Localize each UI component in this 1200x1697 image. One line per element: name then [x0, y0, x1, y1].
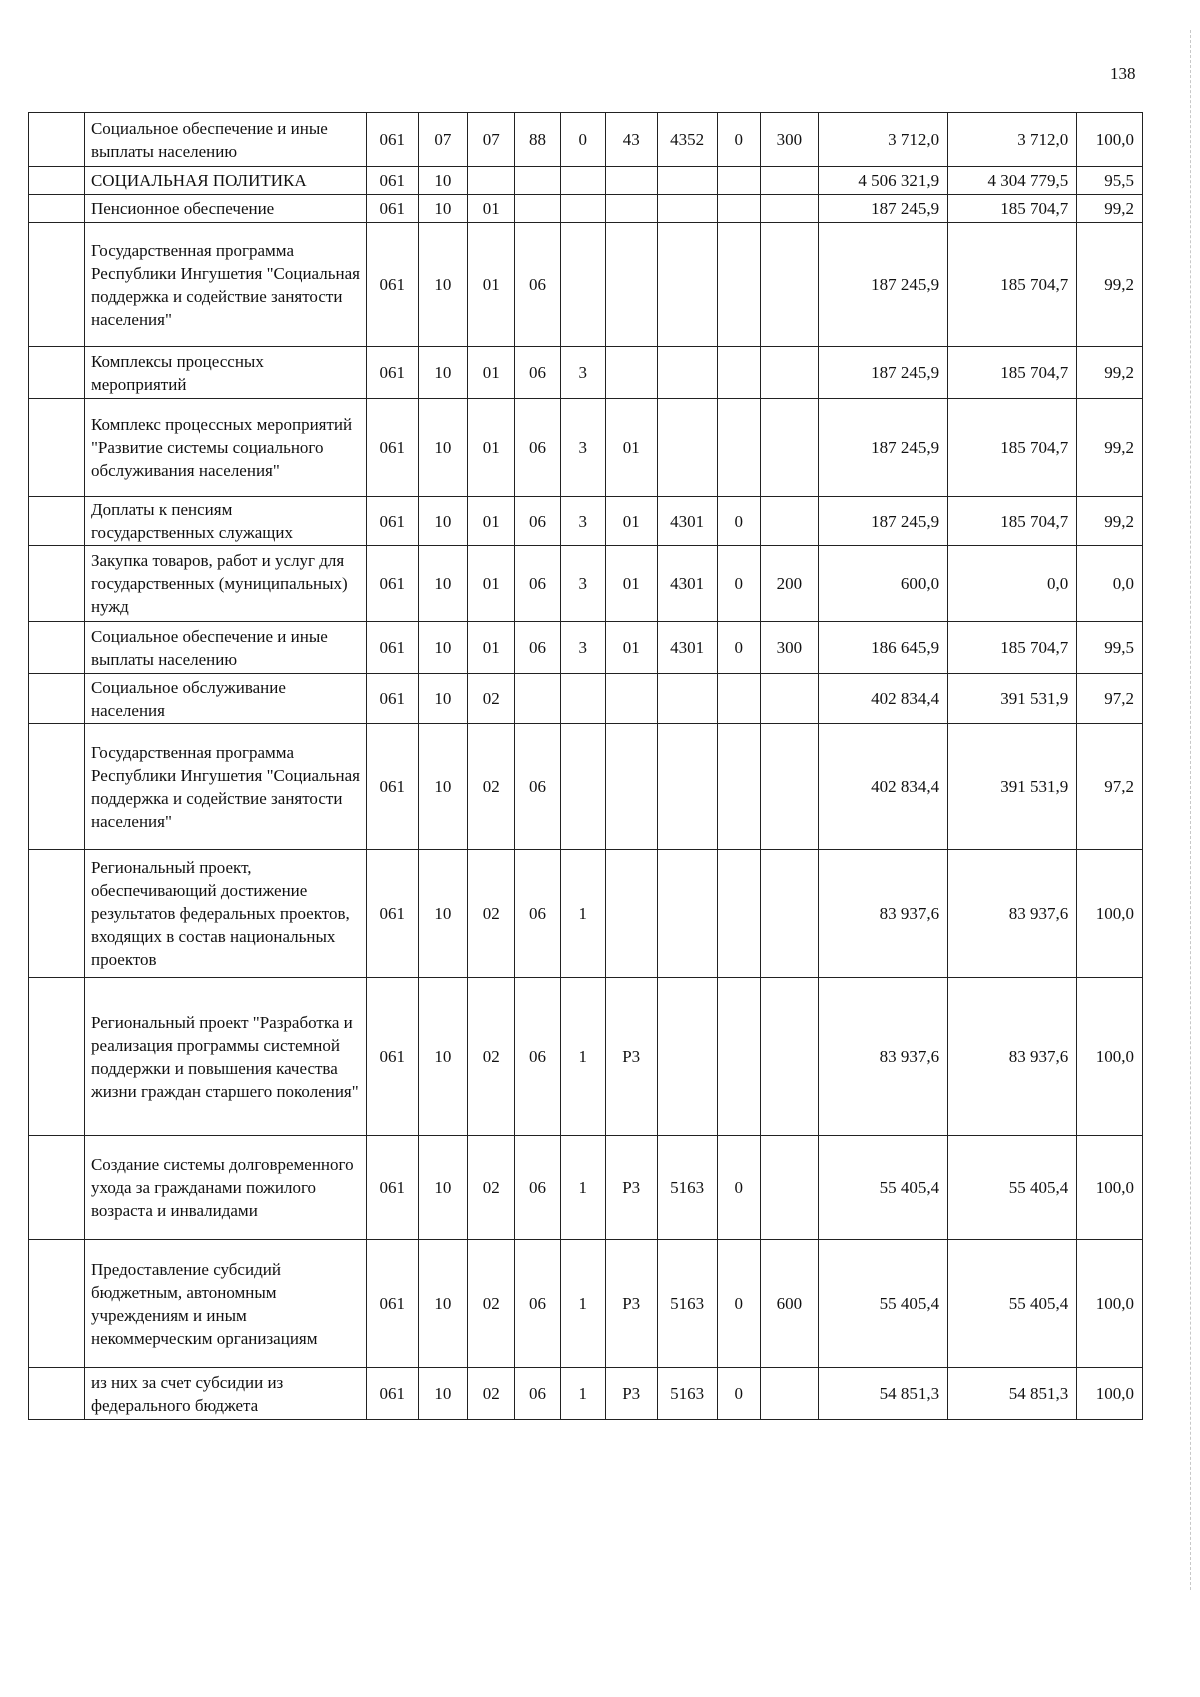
code-section-cell: 10	[418, 167, 468, 195]
code-event-cell	[605, 347, 657, 399]
plan-amount-cell: 402 834,4	[818, 724, 947, 850]
code-section-cell: 10	[418, 850, 468, 978]
row-blank-cell	[29, 113, 85, 167]
code-section-cell: 10	[418, 724, 468, 850]
code-extra-cell: 0	[717, 1136, 760, 1240]
table-row	[29, 978, 1143, 1136]
code-event-cell: P3	[605, 978, 657, 1136]
code-subsection-cell: 02	[468, 1240, 515, 1368]
code-expense-type-cell	[760, 167, 818, 195]
code-ministry-cell: 061	[366, 167, 418, 195]
margin-dashed-line	[1190, 30, 1191, 1590]
plan-amount-cell: 83 937,6	[818, 978, 947, 1136]
code-direction-cell	[657, 674, 717, 724]
plan-amount-cell: 55 405,4	[818, 1240, 947, 1368]
code-subprogram-cell: 3	[560, 399, 605, 497]
code-direction-cell	[657, 347, 717, 399]
table-row	[29, 1240, 1143, 1368]
row-name-cell: СОЦИАЛЬНАЯ ПОЛИТИКА	[84, 167, 366, 195]
fact-amount-cell: 83 937,6	[948, 850, 1077, 978]
table-row	[29, 850, 1143, 978]
table-row	[29, 546, 1143, 622]
code-ministry-cell: 061	[366, 347, 418, 399]
table-row	[29, 497, 1143, 546]
row-name-cell: Комплексы процессных мероприятий	[84, 347, 366, 399]
code-section-cell: 10	[418, 1240, 468, 1368]
fact-amount-cell: 185 704,7	[948, 497, 1077, 546]
table-row	[29, 113, 1143, 167]
code-program-cell: 06	[515, 546, 560, 622]
code-extra-cell	[717, 223, 760, 347]
code-program-cell: 06	[515, 223, 560, 347]
code-expense-type-cell	[760, 1368, 818, 1420]
table-row	[29, 622, 1143, 674]
budget-table	[28, 112, 1143, 1420]
code-section-cell: 10	[418, 223, 468, 347]
code-extra-cell	[717, 347, 760, 399]
code-section-cell: 10	[418, 1368, 468, 1420]
code-ministry-cell: 061	[366, 399, 418, 497]
table-body	[29, 113, 1143, 1420]
code-subsection-cell: 01	[468, 497, 515, 546]
code-expense-type-cell	[760, 399, 818, 497]
code-extra-cell	[717, 167, 760, 195]
code-subsection-cell: 02	[468, 724, 515, 850]
table-row	[29, 674, 1143, 724]
code-section-cell: 10	[418, 622, 468, 674]
fact-amount-cell: 54 851,3	[948, 1368, 1077, 1420]
percent-cell: 100,0	[1077, 978, 1143, 1136]
code-expense-type-cell	[760, 724, 818, 850]
row-blank-cell	[29, 978, 85, 1136]
percent-cell: 100,0	[1077, 113, 1143, 167]
code-event-cell	[605, 850, 657, 978]
code-subprogram-cell	[560, 674, 605, 724]
code-expense-type-cell	[760, 195, 818, 223]
code-subsection-cell: 02	[468, 1136, 515, 1240]
row-blank-cell	[29, 546, 85, 622]
code-extra-cell	[717, 674, 760, 724]
row-name-cell: Создание системы долговременного ухода за гражданами пожилого возраста и инвалидами	[84, 1136, 366, 1240]
code-expense-type-cell	[760, 497, 818, 546]
code-subprogram-cell: 1	[560, 850, 605, 978]
code-extra-cell	[717, 724, 760, 850]
fact-amount-cell: 185 704,7	[948, 399, 1077, 497]
code-expense-type-cell: 200	[760, 546, 818, 622]
percent-cell: 95,5	[1077, 167, 1143, 195]
fact-amount-cell: 55 405,4	[948, 1240, 1077, 1368]
code-expense-type-cell	[760, 347, 818, 399]
row-name-cell: Доплаты к пенсиям государственных служащих	[84, 497, 366, 546]
code-program-cell: 06	[515, 724, 560, 850]
code-ministry-cell: 061	[366, 674, 418, 724]
code-extra-cell: 0	[717, 622, 760, 674]
row-blank-cell	[29, 850, 85, 978]
code-subsection-cell: 01	[468, 546, 515, 622]
page-number: 138	[1110, 64, 1136, 83]
code-subsection-cell: 02	[468, 674, 515, 724]
row-name-cell: Комплекс процессных мероприятий "Развитие системы социального обслуживания населения"	[84, 399, 366, 497]
code-direction-cell	[657, 167, 717, 195]
code-extra-cell	[717, 850, 760, 978]
percent-cell: 99,5	[1077, 622, 1143, 674]
code-subprogram-cell: 3	[560, 347, 605, 399]
code-extra-cell	[717, 978, 760, 1136]
code-expense-type-cell	[760, 223, 818, 347]
row-name-cell: Предоставление субсидий бюджетным, автономным учреждениям и иным некоммерческим организациям	[84, 1240, 366, 1368]
code-program-cell: 88	[515, 113, 560, 167]
code-ministry-cell: 061	[366, 978, 418, 1136]
row-name-cell: Региональный проект, обеспечивающий достижение результатов федеральных проектов, входящих в состав национальных проектов	[84, 850, 366, 978]
row-name-cell: Региональный проект "Разработка и реализация программы системной поддержки и повышения качества жизни граждан старшего поколения"	[84, 978, 366, 1136]
row-name-cell: Закупка товаров, работ и услуг для государственных (муниципальных) нужд	[84, 546, 366, 622]
code-program-cell	[515, 195, 560, 223]
code-direction-cell: 4352	[657, 113, 717, 167]
code-ministry-cell: 061	[366, 223, 418, 347]
code-subprogram-cell: 0	[560, 113, 605, 167]
percent-cell: 100,0	[1077, 1368, 1143, 1420]
code-event-cell	[605, 195, 657, 223]
row-blank-cell	[29, 347, 85, 399]
row-blank-cell	[29, 622, 85, 674]
code-ministry-cell: 061	[366, 195, 418, 223]
code-ministry-cell: 061	[366, 113, 418, 167]
percent-cell: 99,2	[1077, 399, 1143, 497]
row-name-cell: Социальное обслуживание населения	[84, 674, 366, 724]
code-subsection-cell: 01	[468, 195, 515, 223]
row-blank-cell	[29, 497, 85, 546]
fact-amount-cell: 391 531,9	[948, 724, 1077, 850]
row-blank-cell	[29, 1136, 85, 1240]
code-direction-cell: 5163	[657, 1240, 717, 1368]
code-section-cell: 10	[418, 497, 468, 546]
table-row	[29, 195, 1143, 223]
code-subprogram-cell: 3	[560, 622, 605, 674]
code-subprogram-cell: 3	[560, 546, 605, 622]
row-blank-cell	[29, 1368, 85, 1420]
code-section-cell: 10	[418, 674, 468, 724]
code-expense-type-cell: 300	[760, 113, 818, 167]
percent-cell: 99,2	[1077, 497, 1143, 546]
code-section-cell: 10	[418, 347, 468, 399]
fact-amount-cell: 55 405,4	[948, 1136, 1077, 1240]
code-section-cell: 10	[418, 399, 468, 497]
code-program-cell	[515, 167, 560, 195]
plan-amount-cell: 402 834,4	[818, 674, 947, 724]
table-row	[29, 724, 1143, 850]
code-event-cell: P3	[605, 1136, 657, 1240]
row-name-cell: Социальное обеспечение и иные выплаты населению	[84, 113, 366, 167]
code-program-cell	[515, 674, 560, 724]
fact-amount-cell: 3 712,0	[948, 113, 1077, 167]
code-expense-type-cell: 600	[760, 1240, 818, 1368]
code-direction-cell: 4301	[657, 622, 717, 674]
table-row	[29, 347, 1143, 399]
percent-cell: 99,2	[1077, 347, 1143, 399]
code-subprogram-cell	[560, 167, 605, 195]
code-extra-cell: 0	[717, 1368, 760, 1420]
code-extra-cell	[717, 399, 760, 497]
fact-amount-cell: 185 704,7	[948, 223, 1077, 347]
code-event-cell: 01	[605, 546, 657, 622]
plan-amount-cell: 600,0	[818, 546, 947, 622]
code-direction-cell: 4301	[657, 546, 717, 622]
code-program-cell: 06	[515, 1136, 560, 1240]
row-name-cell: Социальное обеспечение и иные выплаты населению	[84, 622, 366, 674]
code-subsection-cell: 02	[468, 850, 515, 978]
code-program-cell: 06	[515, 1240, 560, 1368]
code-subsection-cell	[468, 167, 515, 195]
code-ministry-cell: 061	[366, 1368, 418, 1420]
code-expense-type-cell	[760, 674, 818, 724]
code-event-cell: P3	[605, 1368, 657, 1420]
code-subsection-cell: 01	[468, 399, 515, 497]
plan-amount-cell: 186 645,9	[818, 622, 947, 674]
table-row	[29, 1136, 1143, 1240]
code-direction-cell: 5163	[657, 1368, 717, 1420]
code-extra-cell: 0	[717, 497, 760, 546]
row-blank-cell	[29, 674, 85, 724]
code-ministry-cell: 061	[366, 546, 418, 622]
code-section-cell: 10	[418, 1136, 468, 1240]
code-subsection-cell: 01	[468, 347, 515, 399]
code-expense-type-cell: 300	[760, 622, 818, 674]
code-subprogram-cell: 3	[560, 497, 605, 546]
code-ministry-cell: 061	[366, 622, 418, 674]
code-event-cell: P3	[605, 1240, 657, 1368]
table-row	[29, 399, 1143, 497]
plan-amount-cell: 187 245,9	[818, 497, 947, 546]
code-direction-cell	[657, 399, 717, 497]
code-extra-cell: 0	[717, 1240, 760, 1368]
plan-amount-cell: 187 245,9	[818, 223, 947, 347]
table-row	[29, 223, 1143, 347]
code-extra-cell	[717, 195, 760, 223]
code-program-cell: 06	[515, 399, 560, 497]
code-event-cell: 01	[605, 399, 657, 497]
code-program-cell: 06	[515, 347, 560, 399]
code-subprogram-cell: 1	[560, 978, 605, 1136]
code-direction-cell	[657, 195, 717, 223]
row-name-cell: Государственная программа Республики Ингушетия "Социальная поддержка и содействие занятости населения"	[84, 724, 366, 850]
code-program-cell: 06	[515, 497, 560, 546]
plan-amount-cell: 187 245,9	[818, 347, 947, 399]
percent-cell: 99,2	[1077, 195, 1143, 223]
code-ministry-cell: 061	[366, 1136, 418, 1240]
code-extra-cell: 0	[717, 113, 760, 167]
plan-amount-cell: 187 245,9	[818, 195, 947, 223]
code-direction-cell: 5163	[657, 1136, 717, 1240]
code-subprogram-cell	[560, 223, 605, 347]
row-name-cell: Государственная программа Республики Ингушетия "Социальная поддержка и содействие занятости населения"	[84, 223, 366, 347]
row-blank-cell	[29, 724, 85, 850]
table-row	[29, 167, 1143, 195]
fact-amount-cell: 0,0	[948, 546, 1077, 622]
code-direction-cell	[657, 724, 717, 850]
code-subprogram-cell: 1	[560, 1240, 605, 1368]
row-blank-cell	[29, 223, 85, 347]
code-subprogram-cell: 1	[560, 1368, 605, 1420]
code-expense-type-cell	[760, 1136, 818, 1240]
code-subprogram-cell	[560, 724, 605, 850]
fact-amount-cell: 391 531,9	[948, 674, 1077, 724]
plan-amount-cell: 55 405,4	[818, 1136, 947, 1240]
code-event-cell	[605, 674, 657, 724]
code-event-cell: 43	[605, 113, 657, 167]
code-event-cell	[605, 167, 657, 195]
plan-amount-cell: 83 937,6	[818, 850, 947, 978]
code-event-cell	[605, 724, 657, 850]
code-expense-type-cell	[760, 850, 818, 978]
code-direction-cell	[657, 223, 717, 347]
code-subprogram-cell	[560, 195, 605, 223]
code-subsection-cell: 02	[468, 1368, 515, 1420]
row-blank-cell	[29, 1240, 85, 1368]
percent-cell: 0,0	[1077, 546, 1143, 622]
code-ministry-cell: 061	[366, 497, 418, 546]
code-ministry-cell: 061	[366, 850, 418, 978]
code-section-cell: 10	[418, 978, 468, 1136]
code-ministry-cell: 061	[366, 724, 418, 850]
fact-amount-cell: 185 704,7	[948, 347, 1077, 399]
code-program-cell: 06	[515, 622, 560, 674]
row-blank-cell	[29, 167, 85, 195]
code-section-cell: 10	[418, 546, 468, 622]
code-direction-cell	[657, 850, 717, 978]
plan-amount-cell: 187 245,9	[818, 399, 947, 497]
percent-cell: 100,0	[1077, 1240, 1143, 1368]
code-expense-type-cell	[760, 978, 818, 1136]
code-section-cell: 07	[418, 113, 468, 167]
fact-amount-cell: 83 937,6	[948, 978, 1077, 1136]
code-subsection-cell: 01	[468, 223, 515, 347]
fact-amount-cell: 185 704,7	[948, 195, 1077, 223]
percent-cell: 100,0	[1077, 850, 1143, 978]
code-subsection-cell: 01	[468, 622, 515, 674]
code-program-cell: 06	[515, 850, 560, 978]
plan-amount-cell: 3 712,0	[818, 113, 947, 167]
code-event-cell: 01	[605, 497, 657, 546]
percent-cell: 97,2	[1077, 674, 1143, 724]
row-blank-cell	[29, 399, 85, 497]
code-program-cell: 06	[515, 978, 560, 1136]
row-blank-cell	[29, 195, 85, 223]
code-ministry-cell: 061	[366, 1240, 418, 1368]
row-name-cell: Пенсионное обеспечение	[84, 195, 366, 223]
code-event-cell: 01	[605, 622, 657, 674]
code-extra-cell: 0	[717, 546, 760, 622]
code-subprogram-cell: 1	[560, 1136, 605, 1240]
code-subsection-cell: 02	[468, 978, 515, 1136]
plan-amount-cell: 4 506 321,9	[818, 167, 947, 195]
table-row	[29, 1368, 1143, 1420]
code-section-cell: 10	[418, 195, 468, 223]
row-name-cell: из них за счет субсидии из федерального бюджета	[84, 1368, 366, 1420]
code-program-cell: 06	[515, 1368, 560, 1420]
plan-amount-cell: 54 851,3	[818, 1368, 947, 1420]
fact-amount-cell: 185 704,7	[948, 622, 1077, 674]
code-event-cell	[605, 223, 657, 347]
code-subsection-cell: 07	[468, 113, 515, 167]
code-direction-cell: 4301	[657, 497, 717, 546]
percent-cell: 97,2	[1077, 724, 1143, 850]
percent-cell: 100,0	[1077, 1136, 1143, 1240]
percent-cell: 99,2	[1077, 223, 1143, 347]
code-direction-cell	[657, 978, 717, 1136]
fact-amount-cell: 4 304 779,5	[948, 167, 1077, 195]
